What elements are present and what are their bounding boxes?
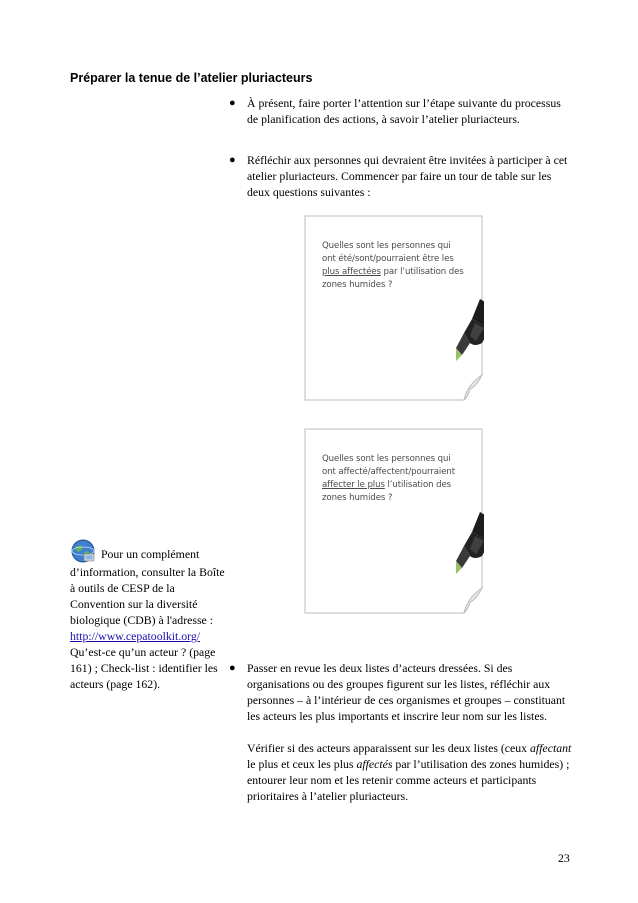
text-run: Vérifier si des acteurs apparaissent sur les deux listes (ceux — [247, 741, 531, 755]
card-line: par l’utilisation des — [380, 267, 464, 277]
list-item — [222, 152, 572, 200]
text-run: par l’utilisation des zones humides) ; entourer leur nom et les retenir comme acteurs et participants prioritaires à l’atelier pluriacteurs. — [247, 757, 570, 803]
card-question — [322, 240, 480, 292]
sidebar-note — [70, 538, 230, 692]
toolkit-link[interactable]: http://www.cepatoolkit.org/ — [70, 629, 201, 643]
bullet-dot: ● — [229, 97, 236, 109]
card-question — [322, 453, 480, 505]
card-line: l’utilisation des — [384, 480, 452, 490]
card-line: ont affecté/affectent/pourraient — [322, 467, 456, 477]
bullet-text: Réfléchir aux personnes qui devraient être invitées à participer à cet atelier pluriacteurs. Commencer par faire un tour de table sur les deux questions suivantes : — [247, 153, 568, 199]
section-heading: Préparer la tenue de l’atelier pluriacteurs — [70, 71, 313, 85]
card-line: zones humides ? — [322, 493, 393, 503]
card-line: Quelles sont les personnes qui — [322, 241, 451, 251]
card-line: zones humides ? — [322, 280, 393, 290]
card-emphasis: plus affectées — [322, 267, 381, 277]
bullet-text: À présent, faire porter l’attention sur l’étape suivante du processus de planification des actions, à savoir l’atelier pluriacteurs. — [247, 96, 561, 126]
card-emphasis: affecter le plus — [322, 480, 385, 490]
card-line: ont été/sont/pourraient être les — [322, 254, 454, 264]
list-item — [222, 660, 572, 804]
emphasis-text: affectés — [356, 757, 393, 771]
list-item — [222, 95, 572, 127]
page-number: 23 — [558, 851, 570, 865]
emphasis-text: affectant — [530, 741, 572, 755]
bullet-dot: ● — [229, 662, 236, 674]
bullet-dot: ● — [229, 154, 236, 166]
card-line: Quelles sont les personnes qui — [322, 454, 451, 464]
bullet-paragraph — [247, 740, 572, 804]
bullet-text: Passer en revue les deux listes d’acteurs dressées. Si des organisations ou des groupes figurent sur les listes, réfléchir aux personnes – à l’intérieur de ces organismes et groupes – constituant les acteurs les plus importants et inscrire leur nom sur les listes. — [247, 661, 566, 723]
globe-computer-icon — [70, 538, 96, 564]
sidebar-tail: Qu’est-ce qu’un acteur ? (page 161) ; Check-list : identifier les acteurs (page 162). — [70, 645, 218, 691]
sidebar-lead: Pour un complément d’information, consulter la Boîte à outils de CESP de la Convention sur la diversité biologique (CDB) à l'adresse : — [70, 547, 225, 627]
question-card — [304, 428, 484, 614]
question-card — [304, 215, 484, 401]
text-run: le plus et ceux les plus — [247, 757, 357, 771]
